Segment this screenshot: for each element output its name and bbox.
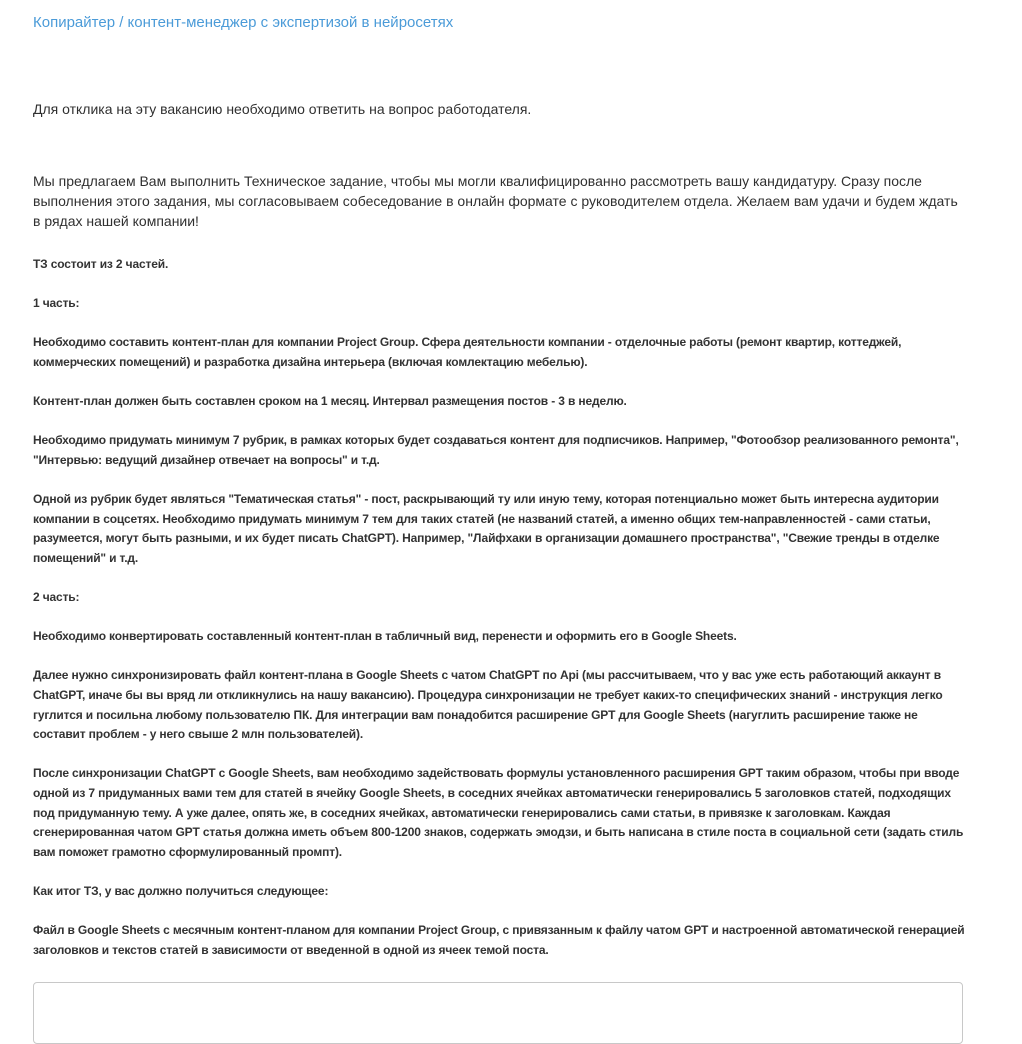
task-paragraph: Необходимо конвертировать составленный контент-план в табличный вид, перенести и оформить его в Google Sheets. (33, 629, 737, 644)
task-paragraph: После синхронизации ChatGPT с Google Sheets, вам необходимо задействовать формулы установленного расширения GPT таким образом, чтобы при вводе одной из 7 придуманных вами тем для статей в ячейку Google Sheets, в соседних ячейках автоматически генерировались 5 заголовков статей, подходящих под придуманную тему. А уже далее, опять же, в соседних ячейках, автоматически генерировались сами статьи, в привязке к заголовкам. Каждая сгенерированная чатом GPT статья должна иметь объем 800-1200 знаков, содержать эмодзи, и быть написана в стиле поста в социальной сети (задать стиль вам поможет грамотно сформулированный промпт). (33, 766, 964, 859)
task-paragraph: ТЗ состоит из 2 частей. (33, 257, 169, 271)
employer-question-notice: Для отклика на эту вакансию необходимо ответить на вопрос работодателя. (33, 101, 532, 117)
task-paragraph: Необходимо придумать минимум 7 рубрик, в рамках которых будет создаваться контент для подписчиков. Например, "Фотообзор реализованного ремонта", "Интервью: ведущий дизайнер отвечает на вопросы" и т.д. (33, 433, 959, 467)
answer-textarea[interactable] (33, 982, 963, 1044)
task-paragraph: Далее нужно синхронизировать файл контент-плана в Google Sheets с чатом ChatGPT по Api (мы рассчитываем, что у вас уже есть работающий аккаунт в ChatGPT, иначе бы вы вряд ли откликнулись на нашу вакансию). Процедура синхронизации не требует каких-то специфических знаний - инструкция легко гуглится и посильна любому пользователю ПК. Для интеграции вам понадобится расширение GPT для Google Sheets (нагуглить расширение также не составит проблем - у него свыше 2 млн пользователей). (33, 668, 943, 742)
task-paragraph: Необходимо составить контент-план для компании Project Group. Сфера деятельности компании - отделочные работы (ремонт квартир, коттеджей, коммерческих помещений) и разработка дизайна интерьера (включая комлектацию мебелью). (33, 335, 902, 369)
technical-task (33, 255, 968, 980)
task-paragraph: Файл в Google Sheets с месячным контент-планом для компании Project Group, с привязанным к файлу чатом GPT и настроенной автоматической генерацией заголовков и текстов статей в зависимости от введенной в одной из ячеек темой поста. (33, 923, 965, 957)
task-paragraph: Одной из рубрик будет являться "Тематическая статья" - пост, раскрывающий ту или иную тему, которая потенциально может быть интересна аудитории компании в соцсетях. Необходимо придумать минимум 7 тем для таких статей (не названий статей, а именно общих тем-направленностей - сами статьи, разумеется, могут быть разными, и их будет писать ChatGPT). Например, "Лайфхаки в организации домашнего пространства", "Свежие тренды в отделке помещений" и т.д. (33, 492, 940, 565)
task-part-heading: 1 часть: (33, 296, 80, 311)
task-paragraph: Как итог ТЗ, у вас должно получиться следующее: (33, 884, 329, 898)
task-part-heading: 2 часть: (33, 590, 80, 605)
vacancy-title-link[interactable]: Копирайтер / контент-менеджер с экспертизой в нейросетях (33, 14, 454, 31)
task-paragraph: Контент-план должен быть составлен сроком на 1 месяц. Интервал размещения постов - 3 в неделю. (33, 394, 627, 409)
offer-text: Мы предлагаем Вам выполнить Техническое задание, чтобы мы могли квалифицированно рассмотреть вашу кандидатуру. Сразу после выполнения этого задания, мы согласовываем собеседование в онлайн формате с руководителем отдела. Желаем вам удачи и будем ждать в рядах нашей компании! (33, 173, 958, 229)
